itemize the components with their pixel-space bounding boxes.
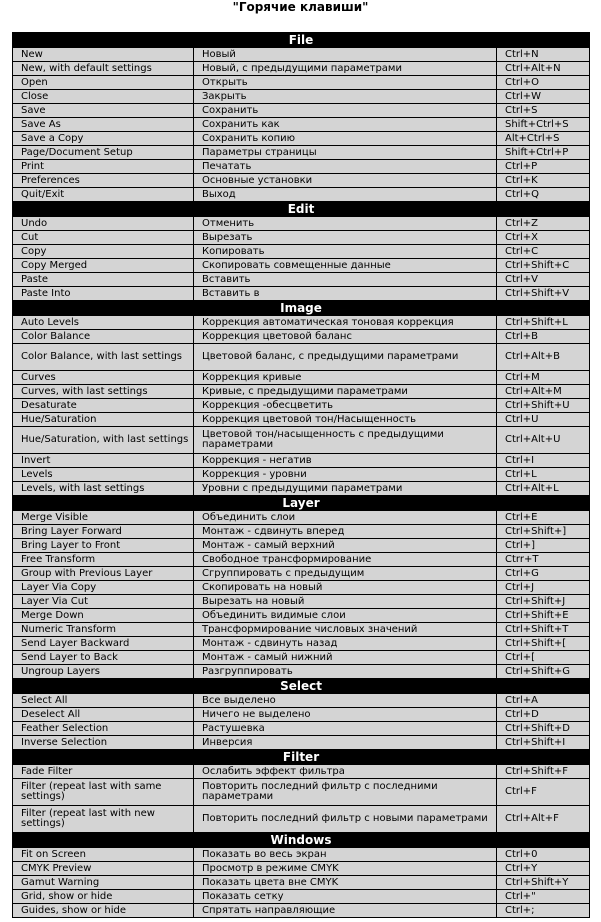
shortcut: Ctrl+M [497, 371, 590, 385]
command-en: Paste [13, 273, 194, 287]
command-en: Gamut Warning [13, 876, 194, 890]
table-row [13, 231, 590, 245]
table-row [13, 316, 590, 330]
command-ru: Основные установки [194, 174, 497, 188]
section-title: Windows [13, 833, 590, 848]
command-en: Feather Selection [13, 722, 194, 736]
table-row [13, 146, 590, 160]
table-row [13, 694, 590, 708]
shortcut: Alt+Ctrl+S [497, 132, 590, 146]
command-en: Page/Document Setup [13, 146, 194, 160]
section-header-file [13, 33, 590, 48]
shortcut: Ctrl+Shift+G [497, 665, 590, 679]
shortcut: Ctrl+Shift+U [497, 399, 590, 413]
shortcut: Shift+Ctrl+P [497, 146, 590, 160]
command-ru: Цветовой тон/насыщенность с предыдущими параметрами [194, 427, 497, 454]
table-row [13, 76, 590, 90]
command-ru: Открыть [194, 76, 497, 90]
command-ru: Инверсия [194, 736, 497, 750]
table-row [13, 665, 590, 679]
table-row [13, 806, 590, 833]
shortcut: Ctrl+Shift+D [497, 722, 590, 736]
shortcut: Ctrl+Shift+J [497, 595, 590, 609]
command-ru: Вставить в [194, 287, 497, 301]
hotkeys-table [12, 32, 590, 918]
shortcut: Ctrr+T [497, 553, 590, 567]
table-row [13, 651, 590, 665]
shortcut: Ctrl+Alt+F [497, 806, 590, 833]
section-header-layer [13, 496, 590, 511]
shortcut: Ctrl+0 [497, 848, 590, 862]
table-row [13, 539, 590, 553]
shortcut: Ctrl+G [497, 567, 590, 581]
shortcut: Ctrl+B [497, 330, 590, 344]
shortcut: Shift+Ctrl+S [497, 118, 590, 132]
shortcut: Ctrl+Shift+Y [497, 876, 590, 890]
command-en: CMYK Preview [13, 862, 194, 876]
command-en: Curves, with last settings [13, 385, 194, 399]
table-row [13, 217, 590, 231]
command-en: Deselect All [13, 708, 194, 722]
command-ru: Повторить последний фильтр с последними параметрами [194, 779, 497, 806]
shortcut: Ctrl+Shift+I [497, 736, 590, 750]
command-ru: Монтаж - сдвинуть вперед [194, 525, 497, 539]
command-ru: Трансформирование числовых значений [194, 623, 497, 637]
section-title: Filter [13, 750, 590, 765]
command-ru: Монтаж - сдвинуть назад [194, 637, 497, 651]
command-ru: Коррекция кривые [194, 371, 497, 385]
shortcut: Ctrl+K [497, 174, 590, 188]
command-en: Layer Via Copy [13, 581, 194, 595]
table-row [13, 245, 590, 259]
table-row [13, 62, 590, 76]
shortcut: Ctrl+C [497, 245, 590, 259]
command-en: Save As [13, 118, 194, 132]
command-ru: Ослабить эффект фильтра [194, 765, 497, 779]
command-ru: Цветовой баланс, с предыдущими параметрами [194, 344, 497, 371]
table-row [13, 188, 590, 202]
shortcut: Ctrl+J [497, 581, 590, 595]
table-row [13, 862, 590, 876]
command-ru: Свободное трансформирование [194, 553, 497, 567]
command-ru: Сгруппировать с предыдущим [194, 567, 497, 581]
command-en: Grid, show or hide [13, 890, 194, 904]
table-row [13, 848, 590, 862]
command-ru: Параметры страницы [194, 146, 497, 160]
table-row [13, 118, 590, 132]
table-row [13, 174, 590, 188]
shortcut: Ctrl+E [497, 511, 590, 525]
command-ru: Вставить [194, 273, 497, 287]
command-en: Undo [13, 217, 194, 231]
command-ru: Коррекция - уровни [194, 468, 497, 482]
command-en: Filter (repeat last with new settings) [13, 806, 194, 833]
command-ru: Коррекция автоматическая тоновая коррекция [194, 316, 497, 330]
command-ru: Новый, с предыдущими параметрами [194, 62, 497, 76]
command-en: Print [13, 160, 194, 174]
command-ru: Монтаж - самый нижний [194, 651, 497, 665]
command-en: Hue/Saturation [13, 413, 194, 427]
shortcut: Ctrl+Shift+V [497, 287, 590, 301]
table-row [13, 511, 590, 525]
table-row [13, 482, 590, 496]
table-row [13, 413, 590, 427]
table-row [13, 765, 590, 779]
shortcut: Ctrl+S [497, 104, 590, 118]
section-header-image [13, 301, 590, 316]
command-ru: Закрыть [194, 90, 497, 104]
command-ru: Спрятать направляющие [194, 904, 497, 918]
command-ru: Отменить [194, 217, 497, 231]
shortcut: Ctrl+O [497, 76, 590, 90]
command-ru: Копировать [194, 245, 497, 259]
table-row [13, 259, 590, 273]
command-en: Fit on Screen [13, 848, 194, 862]
section-title: File [13, 33, 590, 48]
shortcut: Ctrl+Shift+C [497, 259, 590, 273]
table-row [13, 779, 590, 806]
table-row [13, 736, 590, 750]
section-title: Image [13, 301, 590, 316]
command-ru: Показать цвета вне CMYK [194, 876, 497, 890]
shortcut: Ctrl+F [497, 779, 590, 806]
command-ru: Объединить слои [194, 511, 497, 525]
table-row [13, 595, 590, 609]
table-row [13, 273, 590, 287]
shortcut: Ctrl+Shift+[ [497, 637, 590, 651]
command-en: Curves [13, 371, 194, 385]
command-ru: Растушевка [194, 722, 497, 736]
command-ru: Монтаж - самый верхний [194, 539, 497, 553]
command-en: Close [13, 90, 194, 104]
section-title: Layer [13, 496, 590, 511]
command-ru: Разгруппировать [194, 665, 497, 679]
command-ru: Повторить последний фильтр с новыми параметрами [194, 806, 497, 833]
shortcut: Ctrl+I [497, 454, 590, 468]
shortcut: Ctrl+Shift+] [497, 525, 590, 539]
command-en: Levels, with last settings [13, 482, 194, 496]
command-en: New [13, 48, 194, 62]
table-row [13, 708, 590, 722]
shortcut: Ctrl+W [497, 90, 590, 104]
command-en: Open [13, 76, 194, 90]
command-ru: Коррекция -обесцветить [194, 399, 497, 413]
command-ru: Сохранить копию [194, 132, 497, 146]
shortcut: Ctrl+L [497, 468, 590, 482]
table-row [13, 90, 590, 104]
shortcut: Ctrl+N [497, 48, 590, 62]
command-en: Merge Visible [13, 511, 194, 525]
table-row [13, 454, 590, 468]
shortcut: Ctrl+; [497, 904, 590, 918]
command-en: Merge Down [13, 609, 194, 623]
table-row [13, 427, 590, 454]
command-en: Group with Previous Layer [13, 567, 194, 581]
table-row [13, 132, 590, 146]
shortcut: Ctrl+[ [497, 651, 590, 665]
command-en: Desaturate [13, 399, 194, 413]
command-ru: Кривые, с предыдущими параметрами [194, 385, 497, 399]
command-ru: Уровни с предыдущими параметрами [194, 482, 497, 496]
shortcut: Ctrl+Alt+N [497, 62, 590, 76]
shortcut: Ctrl+Alt+M [497, 385, 590, 399]
shortcut: Ctrl+] [497, 539, 590, 553]
command-ru: Коррекция - негатив [194, 454, 497, 468]
table-row [13, 287, 590, 301]
command-en: Paste Into [13, 287, 194, 301]
shortcut: Ctrl+Y [497, 862, 590, 876]
shortcut: Ctrl+Shift+E [497, 609, 590, 623]
table-row [13, 623, 590, 637]
command-en: Bring Layer Forward [13, 525, 194, 539]
command-ru: Печатать [194, 160, 497, 174]
command-en: Numeric Transform [13, 623, 194, 637]
table-row [13, 722, 590, 736]
command-en: Hue/Saturation, with last settings [13, 427, 194, 454]
command-ru: Скопировать совмещенные данные [194, 259, 497, 273]
shortcut: Ctrl+X [497, 231, 590, 245]
section-title: Edit [13, 202, 590, 217]
table-row [13, 525, 590, 539]
command-ru: Вырезать на новый [194, 595, 497, 609]
table-row [13, 609, 590, 623]
shortcut: Ctrl+U [497, 413, 590, 427]
command-ru: Сохранить как [194, 118, 497, 132]
table-row [13, 330, 590, 344]
table-row [13, 876, 590, 890]
shortcut: Ctrl+Shift+L [497, 316, 590, 330]
table-row [13, 468, 590, 482]
command-ru: Вырезать [194, 231, 497, 245]
shortcut: Ctrl+Alt+B [497, 344, 590, 371]
command-en: Filter (repeat last with same settings) [13, 779, 194, 806]
command-en: Copy Merged [13, 259, 194, 273]
table-row [13, 904, 590, 918]
shortcut: Ctrl+Shift+F [497, 765, 590, 779]
shortcut: Ctrl+D [497, 708, 590, 722]
command-en: Ungroup Layers [13, 665, 194, 679]
command-en: New, with default settings [13, 62, 194, 76]
table-row [13, 567, 590, 581]
table-row [13, 344, 590, 371]
command-en: Send Layer to Back [13, 651, 194, 665]
command-ru: Показать во весь экран [194, 848, 497, 862]
section-header-filter [13, 750, 590, 765]
command-en: Save [13, 104, 194, 118]
command-en: Guides, show or hide [13, 904, 194, 918]
command-ru: Объединить видимые слои [194, 609, 497, 623]
command-ru: Скопировать на новый [194, 581, 497, 595]
command-en: Color Balance, with last settings [13, 344, 194, 371]
shortcut: Ctrl+" [497, 890, 590, 904]
shortcut: Ctrl+P [497, 160, 590, 174]
command-en: Save a Copy [13, 132, 194, 146]
table-row [13, 371, 590, 385]
command-ru: Просмотр в режиме CMYK [194, 862, 497, 876]
command-ru: Выход [194, 188, 497, 202]
shortcut: Ctrl+V [497, 273, 590, 287]
command-ru: Новый [194, 48, 497, 62]
command-en: Preferences [13, 174, 194, 188]
command-en: Inverse Selection [13, 736, 194, 750]
command-en: Color Balance [13, 330, 194, 344]
section-header-select [13, 679, 590, 694]
table-row [13, 399, 590, 413]
table-row [13, 160, 590, 174]
table-row [13, 637, 590, 651]
command-ru: Коррекция цветовой баланс [194, 330, 497, 344]
table-row [13, 553, 590, 567]
command-en: Auto Levels [13, 316, 194, 330]
command-ru: Сохранить [194, 104, 497, 118]
command-en: Fade Filter [13, 765, 194, 779]
command-ru: Показать сетку [194, 890, 497, 904]
command-en: Layer Via Cut [13, 595, 194, 609]
page-title: "Горячие клавиши" [232, 0, 369, 14]
section-header-edit [13, 202, 590, 217]
section-header-windows [13, 833, 590, 848]
command-en: Bring Layer to Front [13, 539, 194, 553]
table-row [13, 104, 590, 118]
section-title: Select [13, 679, 590, 694]
command-en: Free Transform [13, 553, 194, 567]
command-en: Invert [13, 454, 194, 468]
command-en: Select All [13, 694, 194, 708]
command-en: Send Layer Backward [13, 637, 194, 651]
command-en: Copy [13, 245, 194, 259]
command-ru: Коррекция цветовой тон/Насыщенность [194, 413, 497, 427]
command-ru: Ничего не выделено [194, 708, 497, 722]
shortcut: Ctrl+A [497, 694, 590, 708]
command-en: Cut [13, 231, 194, 245]
table-row [13, 385, 590, 399]
shortcut: Ctrl+Alt+U [497, 427, 590, 454]
shortcut: Ctrl+Z [497, 217, 590, 231]
table-row [13, 581, 590, 595]
shortcut: Ctrl+Alt+L [497, 482, 590, 496]
command-en: Levels [13, 468, 194, 482]
command-ru: Все выделено [194, 694, 497, 708]
shortcut: Ctrl+Shift+T [497, 623, 590, 637]
command-en: Quit/Exit [13, 188, 194, 202]
table-row [13, 48, 590, 62]
table-row [13, 890, 590, 904]
shortcut: Ctrl+Q [497, 188, 590, 202]
